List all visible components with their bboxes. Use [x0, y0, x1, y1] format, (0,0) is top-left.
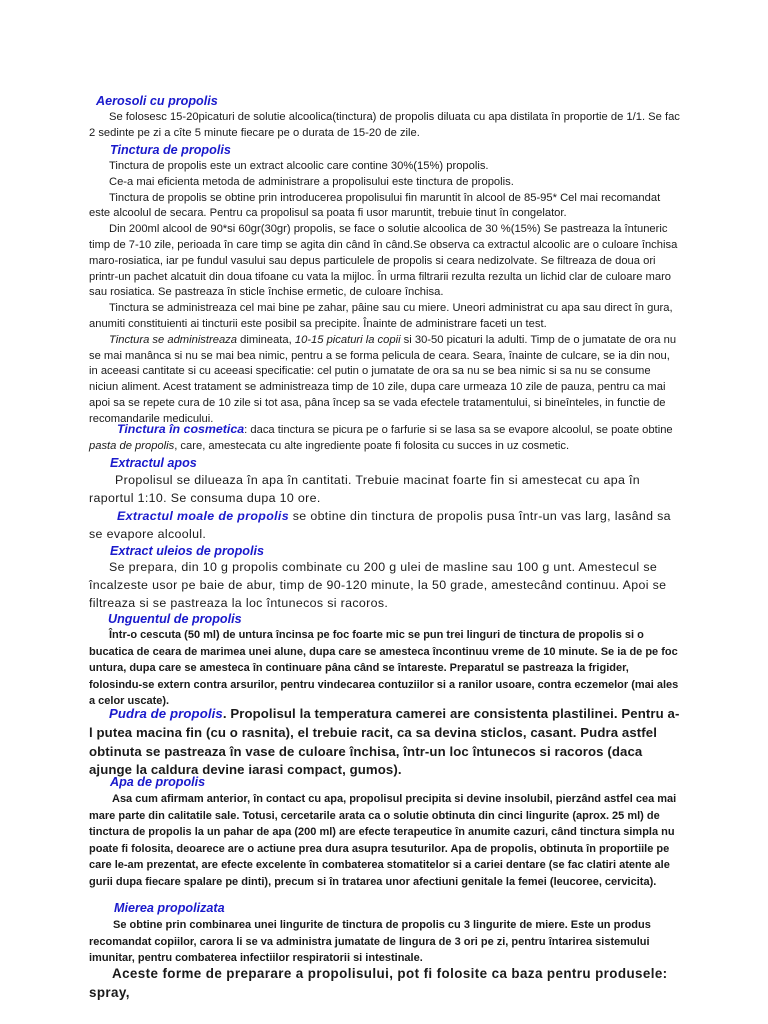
paragraph-mierea-propolizata: Se obtine prin combinarea unei lingurite de tinctura de propolis cu 3 lingurite de miere. Este un produs recomandat copiilor, carora li se va administra jumatate de lingura de 3 ori pe zi, pentru întarirea sistemului imunitar, pentru combaterea infectiilor respiratorii si intestinale. [89, 919, 651, 965]
paragraph-aerosoli: Se folosesc 15-20picaturi de solutie alcoolica(tinctura) de propolis diluata cu apa distilata în proportie de 1/1. Se fac 2 sedinte pe zi a cîte 5 minute fiecare pe o durata de 15-20 de zile. [89, 111, 680, 139]
paragraph-extractul-moale: Extractul moale de propolis se obtine din tinctura de propolis pusa într-un vas larg, lasând sa se evapore alcoolul. [89, 509, 671, 541]
heading-pudra: Pudra de propolis [109, 706, 223, 721]
heading-extractul-moale: Extractul moale de propolis [117, 509, 289, 523]
paragraph-extractul-apos: Propolisul se dilueaza în apa în cantitati. Trebuie macinat foarte fin si amestecat cu apa în raportul 1:10. Se consuma dupa 10 ore. [89, 473, 641, 505]
paragraph: Ce-a mai eficienta metoda de administrare a propolisului este tinctura de propolis. [109, 175, 514, 188]
heading-unguentul: Unguentul de propolis [108, 612, 242, 626]
paragraph: Tinctura se administreaza dimineata, 10-15 picaturi la copii si 30-50 picaturi la adulti. Timp de o jumatate de ora nu se mai manânca si nu se mai bea nimic, pentru a se forma pelicula de ceara. Seara, înainte de culcare, se ia din nou, in aceeasi cantitate si cu aceeasi specificatie: cel putin o jumatate de ora sa nu se bea nimic si sa nu se consume niciun aliment. Acest tratament se administreaza timp de 10 zile, dupa care urmeaza 10 zile de pauza, pentru ca mai apoi sa se repete cura de 10 zile si tot asa, pâna încep sa se vada efectele tratamentului, si bineînteles, in functie de recomandarile medicului. [89, 333, 677, 425]
heading-extract-uleios: Extract uleios de propolis [110, 544, 264, 558]
paragraph-apa-de-propolis: Asa cum afirmam anterior, în contact cu apa, propolisul precipita si devine insolubil, pierzând astfel cea mai mare parte din calitatile sale. Totusi, cercetarile arata ca o solutie obtinuta din cinci lingurite (aprox. 25 ml) de tinctura de propolis la un pahar de apa (200 ml) are efecte terapeutice în anumite cazuri, când tinctura simpla nu poate fi folosita, deoarece are o actiune prea dura asupra tesuturilor. Apa de propolis, obtinuta în proportiile pe care le-am prezentat, are efecte excelente în combaterea stomatitelor si a cariei dentare (se fac clatiri atente ale gurii dupa fiecare spalare pe dinti), precum si în tratarea unor afectiuni genitale la femei (leucoree, cervicita). [89, 793, 677, 888]
section-tinctura [89, 159, 681, 428]
paragraph-final: Aceste forme de preparare a propolisului, pot fi folosite ca baza pentru produsele: spray, [89, 966, 668, 1000]
paragraph: Tinctura de propolis este un extract alcoolic care contine 30%(15%) propolis. [109, 160, 489, 172]
heading-cosmetica: Tinctura în cosmetica [117, 422, 245, 436]
paragraph: Tinctura se administreaza cel mai bine pe zahar, pâine sau cu miere. Uneori administrat cu apa sau direct în gura, anumiti constituienti ai tincturii este posibil sa precipite. Înainte de administrare faceti un test. [89, 302, 673, 330]
heading-extractul-apos: Extractul apos [110, 456, 197, 470]
paragraph: Tinctura de propolis se obtine prin introducerea propolisului fin maruntit în alcool de 85-95* Cel mai recomandat este alcoolul de secara. Pentru ca propolisul sa poata fi usor maruntit, trebuie tinut în congelator. [89, 191, 661, 220]
paragraph: Din 200ml alcool de 90*si 60gr(30gr) propolis, se face o solutie alcoolica de 30 %(15%) Se pastreaza la întuneric timp de 7-10 zile, perioada în care timp se agita din când în când.Se observa ca extractul alcoolic are o culoare închisa maro-rosiatica, iar pe fundul vasului sau depus particulele de propolis si ceara nedizolvate. Se filtreaza de doua ori printr-un pachet alcatuit din doua tifoane cu vata la mijloc. În urma filtrarii rezulta rezulta un lichid clar de culoare maro sau rosiatica. Se pastreaza în sticle închise ermetic, de culoare închisa. [89, 223, 678, 299]
paragraph-cosmetica: Tinctura în cosmetica: daca tinctura se picura pe o farfurie si se lasa sa se evapore alcoolul, se poate obtine pasta de propolis, care, amestecata cu alte ingrediente poate fi folosita cu succes in uz cosmetic. [89, 422, 673, 452]
paragraph-extract-uleios: Se prepara, din 10 g propolis combinate cu 200 g ulei de masline sau 100 g unt. Amestecul se încalzeste usor pe baie de abur, timp de 90-120 minute, la 50 grade, amestecând continuu. Apoi se filtreaza si se pastreaza la loc întunecos si racoros. [89, 560, 667, 610]
heading-aerosoli: Aerosoli cu propolis [96, 94, 218, 108]
paragraph-pudra: Pudra de propolis. Propolisul la temperatura camerei are consistenta plastilinei. Pentru a-l putea macina fin (cu o rasnita), el trebuie racit, ca sa devina sticlos, casant. Pudra astfel obtinuta se pastreaza în vase de culoare închisa, într-un loc întunecos si racoros (daca ajunge la caldura devine iarasi compact, gumos). [89, 706, 680, 778]
heading-apa-de-propolis: Apa de propolis [110, 775, 206, 789]
heading-mierea-propolizata: Mierea propolizata [114, 901, 225, 915]
paragraph-unguentul: Într-o cescuta (50 ml) de untura încinsa pe foc foarte mic se pun trei linguri de tinctura de propolis si o bucatica de ceara de marimea unei alune, dupa care se amesteca încontinuu vreme de 10 minute. Se ia de pe foc untura, dupa care se amesteca în continuare pâna când se întareste. Preparatul se pastreaza la frigider, folosindu-se extern contra arsurilor, pentru vindecarea contuziilor si a ranilor usoare, contra eczemelor (mai ales a celor uscate). [89, 629, 679, 708]
heading-tinctura: Tinctura de propolis [110, 143, 231, 157]
